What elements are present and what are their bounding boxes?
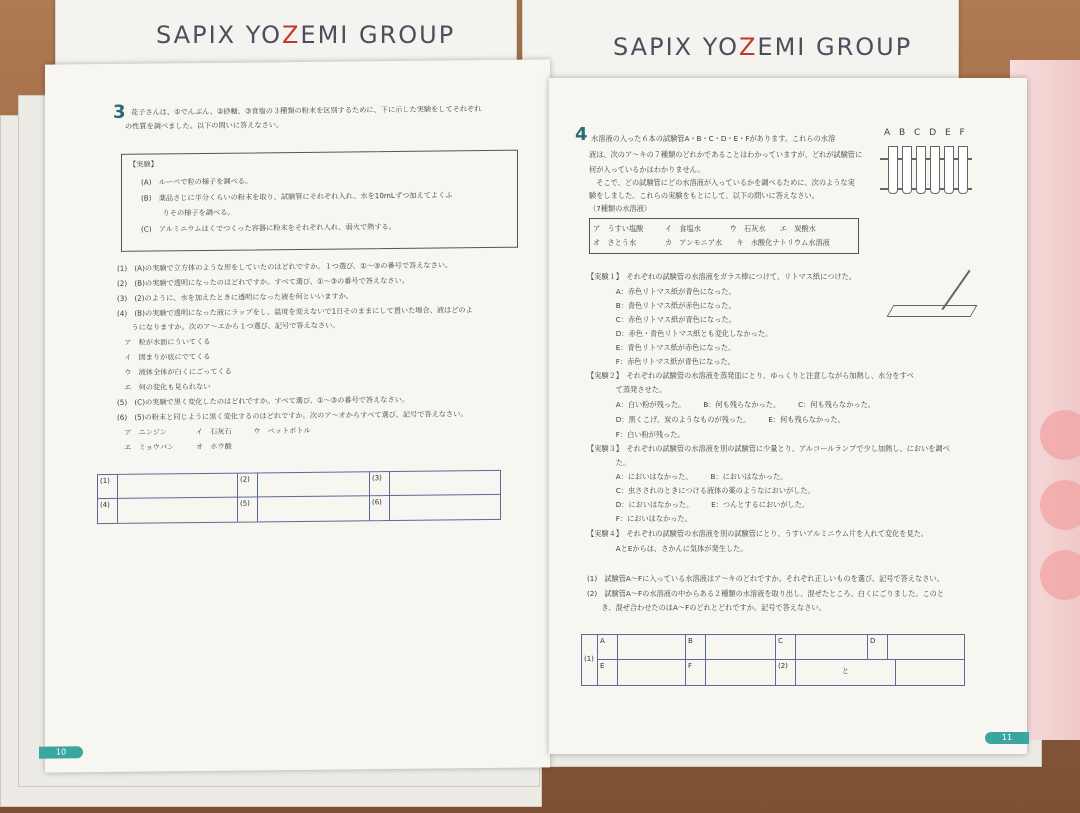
test-tube bbox=[902, 146, 912, 194]
answer-field[interactable] bbox=[888, 635, 964, 660]
pink-circle bbox=[1040, 550, 1080, 600]
answer-cell[interactable]: (1) bbox=[98, 475, 118, 499]
test-tube bbox=[930, 146, 940, 194]
answer-cell[interactable]: (3) bbox=[370, 472, 390, 496]
textbook-cover-right bbox=[522, 0, 959, 84]
experiment-line: A：白い粉が残った。 B：何も残らなかった。 C：何も残らなかった。 bbox=[587, 400, 875, 409]
experiment-line: 【実験２】 それぞれの試験管の水溶液を蒸発皿にとり、ゆっくりと注意しながら加熱し、水分をすべ bbox=[587, 371, 914, 380]
experiment-line: A：赤色リトマス紙が青色になった。 bbox=[587, 287, 736, 296]
answer-field[interactable] bbox=[258, 472, 370, 497]
question-line: (2) (B)の実験で透明になったのはどれですか。すべて選び、①〜③の番号で答えなさい。 bbox=[117, 275, 409, 288]
question-line: (1) 試験管A〜Fに入っている水溶液はア〜キのどれですか。それぞれ正しいものを選び、記号で答えなさい。 bbox=[587, 574, 944, 583]
experiment-line: AとEからは、さかんに気体が発生した。 bbox=[587, 544, 748, 553]
brand-text: Z bbox=[738, 33, 758, 61]
answer-cell: D bbox=[868, 635, 888, 660]
test-tube bbox=[958, 146, 968, 194]
question-line: (5) (C)の実験で黒く変化したのはどれですか。すべて選び、①〜③の番号で答えなさい。 bbox=[117, 394, 410, 407]
tube-labels: A B C D E F bbox=[884, 128, 968, 138]
solutions-line: オ さとう水 カ アンモニア水 キ 水酸化ナトリウム水溶液 bbox=[593, 238, 830, 247]
experiment-line: (C) アルミニウムはくでつくった容器に粉末をそれぞれ入れ、弱火で熱する。 bbox=[141, 221, 396, 234]
answer-cell: C bbox=[776, 635, 796, 660]
option-line: ア 粒が水面にういてくる bbox=[117, 336, 211, 347]
answer-field[interactable] bbox=[796, 635, 868, 660]
brand-text: SAPIX YO bbox=[613, 33, 739, 61]
answer-field[interactable] bbox=[390, 495, 500, 520]
intro-line: 験をしました。これらの実験をもとにして、以下の問いに答えなさい。 bbox=[589, 191, 819, 200]
brand-logo bbox=[613, 33, 912, 61]
answer-cell: (1) bbox=[582, 635, 598, 685]
experiment-line: 【実験４】 それぞれの試験管の水溶液を別の試験管にとり、うすいアルミニウム片を入れて変化を見た。 bbox=[587, 529, 929, 538]
experiment-label: 【実験】 bbox=[129, 159, 158, 169]
and-label: と bbox=[842, 667, 849, 675]
option-line: イ 固まりが底にでてくる bbox=[117, 351, 211, 362]
experiment-line: E：青色リトマス紙が赤色になった。 bbox=[587, 343, 736, 352]
brand-z: Z bbox=[281, 21, 301, 49]
option-line: エ 何の変化も見られない bbox=[117, 381, 211, 392]
answer-cell[interactable]: (4) bbox=[98, 499, 118, 523]
answer-cell: F bbox=[686, 660, 706, 685]
experiment-line: A：においはなかった。 B：においはなかった。 bbox=[587, 472, 788, 481]
answer-cell: E bbox=[598, 660, 618, 685]
experiment-line: 【実験１】 それぞれの試験管の水溶液をガラス棒につけて、リトマス紙につけた。 bbox=[587, 272, 856, 281]
experiment-line: りその様子を調べる。 bbox=[141, 207, 235, 218]
answer-field[interactable] bbox=[618, 635, 686, 660]
intro-line: 何が入っているかはわかりません。 bbox=[589, 165, 705, 174]
experiment-line: B：青色リトマス紙が赤色になった。 bbox=[587, 301, 736, 310]
brand-text: EMI GROUP bbox=[300, 21, 456, 49]
experiment-line: D：黒くこげ、炭のようなものが残った。 E：何も残らなかった。 bbox=[587, 415, 845, 424]
answer-cell[interactable]: (6) bbox=[370, 496, 390, 520]
question-line: き、混ぜ合わせたのはA〜Fのどれとどれですか。記号で答えなさい。 bbox=[587, 603, 826, 612]
answer-cell: (2) bbox=[776, 660, 796, 685]
brand-text: SAPIX YO bbox=[156, 21, 282, 49]
intro-line: 液は、次のア〜キの７種類のどれかであることはわかっていますが、どれが試験管に bbox=[589, 150, 863, 159]
answer-cell: A bbox=[598, 635, 618, 660]
test-tube bbox=[916, 146, 926, 194]
answer-field[interactable] bbox=[706, 660, 776, 685]
experiment-line: C：虫さされのときにつける液体の薬のようなにおいがした。 bbox=[587, 486, 815, 495]
option-line: ア ニンジン イ 石灰石 ウ ペットボトル bbox=[117, 425, 311, 437]
answer-field[interactable] bbox=[118, 474, 238, 499]
solutions-line: ア うすい塩酸 イ 食塩水 ウ 石灰水 エ 炭酸水 bbox=[593, 224, 816, 233]
question-line: (2) 試験管A〜Fの水溶液の中からある２種類の水溶液を取り出し、混ぜたところ、白くにごりました。このと bbox=[587, 589, 945, 598]
question-line: (3) (2)のように、水を加えたときに透明になった液を何といいますか。 bbox=[117, 291, 353, 303]
intro-line: 水溶液の入った６本の試験管A・B・C・D・E・Fがあります。これらの水溶 bbox=[591, 134, 836, 143]
experiment-line: て蒸発させた。 bbox=[587, 385, 667, 394]
intro-line: の性質を調べました。以下の問いに答えなさい。 bbox=[125, 120, 284, 131]
answer-cell[interactable]: (2) bbox=[238, 473, 258, 497]
answer-field[interactable] bbox=[258, 496, 370, 521]
answer-field[interactable] bbox=[706, 635, 776, 660]
brand-text: EMI GROUP bbox=[757, 33, 913, 61]
question-line: (6) (5)の粉末と同じように黒く変化するのはどれですか。次のア〜オからすべて選び、記号で答えなさい。 bbox=[117, 409, 468, 422]
litmus-paper-illustration bbox=[887, 305, 978, 317]
answer-grid bbox=[581, 634, 965, 686]
test-tube bbox=[888, 146, 898, 194]
experiment-line: 【実験３】 それぞれの試験管の水溶液を別の試験管に少量とり、アルコールランプで少し加熱し、においを調べ bbox=[587, 444, 950, 453]
test-tube bbox=[944, 146, 954, 194]
question-line: (4) (B)の実験で透明になった液にラップをし、温度を変えないで1日そのままにして置いた場合、液はどのよ bbox=[117, 305, 473, 318]
experiment-line: F：においはなかった。 bbox=[587, 514, 692, 523]
experiment-line: (A) ルーペで粒の様子を調べる。 bbox=[141, 176, 253, 187]
intro-line: 花子さんは、①でんぷん、②砂糖、③食塩の３種類の粉末を区別するために、下に示した実験をしてそれぞれ bbox=[131, 104, 482, 117]
question-number: 4 bbox=[575, 124, 588, 145]
experiment-line: F：赤色リトマス紙が青色になった。 bbox=[587, 357, 735, 366]
answer-cell: B bbox=[686, 635, 706, 660]
answer-cell[interactable]: (5) bbox=[238, 497, 258, 521]
answer-field[interactable] bbox=[618, 660, 686, 685]
option-line: ウ 液体全体が白くにごってくる bbox=[117, 366, 232, 377]
answer-field[interactable] bbox=[390, 471, 500, 496]
experiment-line: (B) 薬品さじに半分くらいの粉末を取り、試験管にそれぞれ入れ、水を10mLずつ加えてよくふ bbox=[141, 190, 453, 203]
question-line: うになりますか。次のア〜エから１つ選び、記号で答えなさい。 bbox=[117, 320, 340, 332]
question-line: (1) (A)の実験で立方体のような形をしていたのはどれですか。１つ選び、①〜③の番号で答えなさい。 bbox=[117, 260, 453, 273]
page-number-tab: 10 bbox=[39, 746, 83, 758]
experiment-line: D：赤色・青色リトマス紙とも変化しなかった。 bbox=[587, 329, 773, 338]
solutions-label: （7種類の水溶液） bbox=[589, 204, 652, 213]
question-number: 3 bbox=[113, 101, 126, 123]
left-page bbox=[45, 59, 550, 772]
experiment-line: C：赤色リトマス紙が青色になった。 bbox=[587, 315, 736, 324]
experiment-line: F：白い粉が残った。 bbox=[587, 430, 685, 439]
option-line: エ ミョウバン オ ホウ酸 bbox=[117, 441, 232, 452]
answer-field[interactable] bbox=[118, 498, 238, 523]
page-number-tab: 11 bbox=[985, 732, 1029, 744]
answer-grid bbox=[97, 470, 501, 524]
brand-logo bbox=[156, 21, 455, 49]
pink-circle bbox=[1040, 410, 1080, 460]
answer-field[interactable] bbox=[796, 660, 896, 685]
intro-line: そこで、どの試験管にどの水溶液が入っているかを調べるために、次のような実 bbox=[589, 178, 855, 187]
experiment-line: D：においはなかった。 E：つんとするにおいがした。 bbox=[587, 500, 810, 509]
test-tube-rack-illustration bbox=[880, 138, 972, 204]
pink-circle bbox=[1040, 480, 1080, 530]
experiment-line: た。 bbox=[587, 458, 631, 467]
